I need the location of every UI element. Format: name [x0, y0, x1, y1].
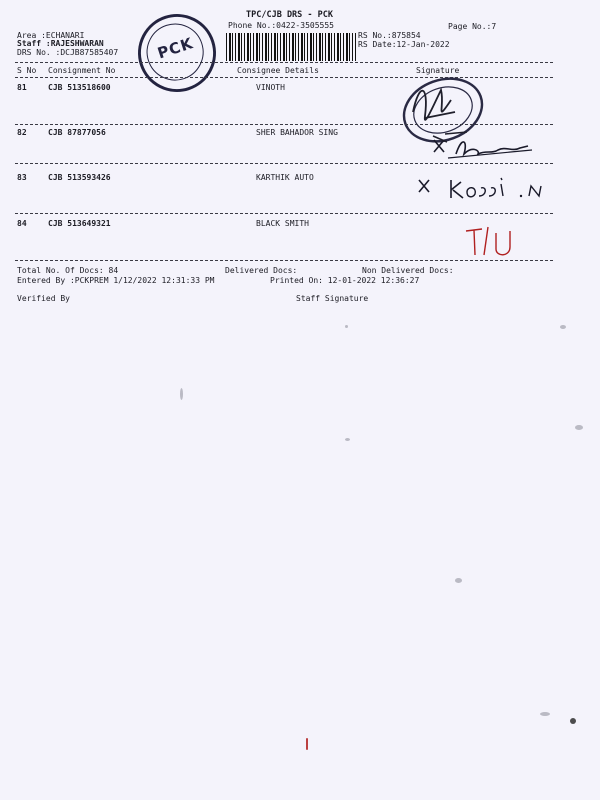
col-consignment: Consignment No	[48, 66, 116, 75]
row-sno: 83	[17, 173, 27, 182]
printed-on: Printed On: 12-01-2022 12:36:27	[270, 276, 420, 285]
row-consignment: CJB 87877056	[48, 128, 106, 137]
row-consignee: VINOTH	[256, 83, 285, 92]
row-consignee: KARTHIK AUTO	[256, 173, 314, 182]
row-sno: 81	[17, 83, 27, 92]
phone-number: Phone No.:0422-3505555	[228, 21, 334, 30]
scan-speck	[180, 388, 183, 400]
scan-speck	[540, 712, 550, 716]
col-consignee: Consignee Details	[237, 66, 319, 75]
rs-date: RS Date:12-Jan-2022	[358, 40, 450, 49]
staff-signature-label: Staff Signature	[296, 294, 369, 303]
col-sno: S No	[17, 66, 37, 75]
entered-by: Entered By :PCKPREM 1/12/2022 12:31:33 PM	[17, 276, 215, 285]
area-label: Area :ECHANARI	[17, 31, 85, 40]
scan-speck	[560, 325, 566, 329]
scan-speck	[570, 718, 576, 724]
scan-speck	[455, 578, 462, 583]
rs-number: RS No.:875854	[358, 31, 421, 40]
signature-tu	[462, 225, 522, 259]
red-pen-mark	[306, 738, 308, 750]
row-sno: 84	[17, 219, 27, 228]
barcode	[226, 33, 356, 61]
row-consignment: CJB 513649321	[48, 219, 111, 228]
signature-kossi	[415, 172, 555, 204]
total-docs: Total No. Of Docs: 84	[17, 266, 119, 275]
delivered-docs: Delivered Docs:	[225, 266, 298, 275]
row-sno: 82	[17, 128, 27, 137]
scan-speck	[345, 438, 350, 441]
verified-by: Verified By	[17, 294, 70, 303]
signature-kumar	[428, 132, 538, 164]
row-divider	[15, 213, 553, 214]
drs-number: DRS No. :DCJB87585407	[17, 48, 119, 57]
stamp-text: PCK	[155, 34, 196, 63]
row-consignment: CJB 513518600	[48, 83, 111, 92]
scan-speck	[575, 425, 583, 430]
staff-label: Staff :RAJESHWARAN	[17, 39, 104, 48]
row-consignee: SHER BAHADOR SING	[256, 128, 338, 137]
row-divider	[15, 124, 553, 125]
header-top-rule	[15, 62, 553, 63]
page-number: Page No.:7	[448, 22, 497, 31]
row-consignee: BLACK SMITH	[256, 219, 309, 228]
scan-speck	[345, 325, 348, 328]
col-signature: Signature	[416, 66, 460, 75]
document-title: TPC/CJB DRS - PCK	[246, 10, 333, 20]
non-delivered-docs: Non Delivered Docs:	[362, 266, 454, 275]
table-bottom-rule	[15, 260, 553, 261]
pck-stamp	[128, 4, 226, 102]
row-divider	[15, 163, 553, 164]
row-consignment: CJB 513593426	[48, 173, 111, 182]
